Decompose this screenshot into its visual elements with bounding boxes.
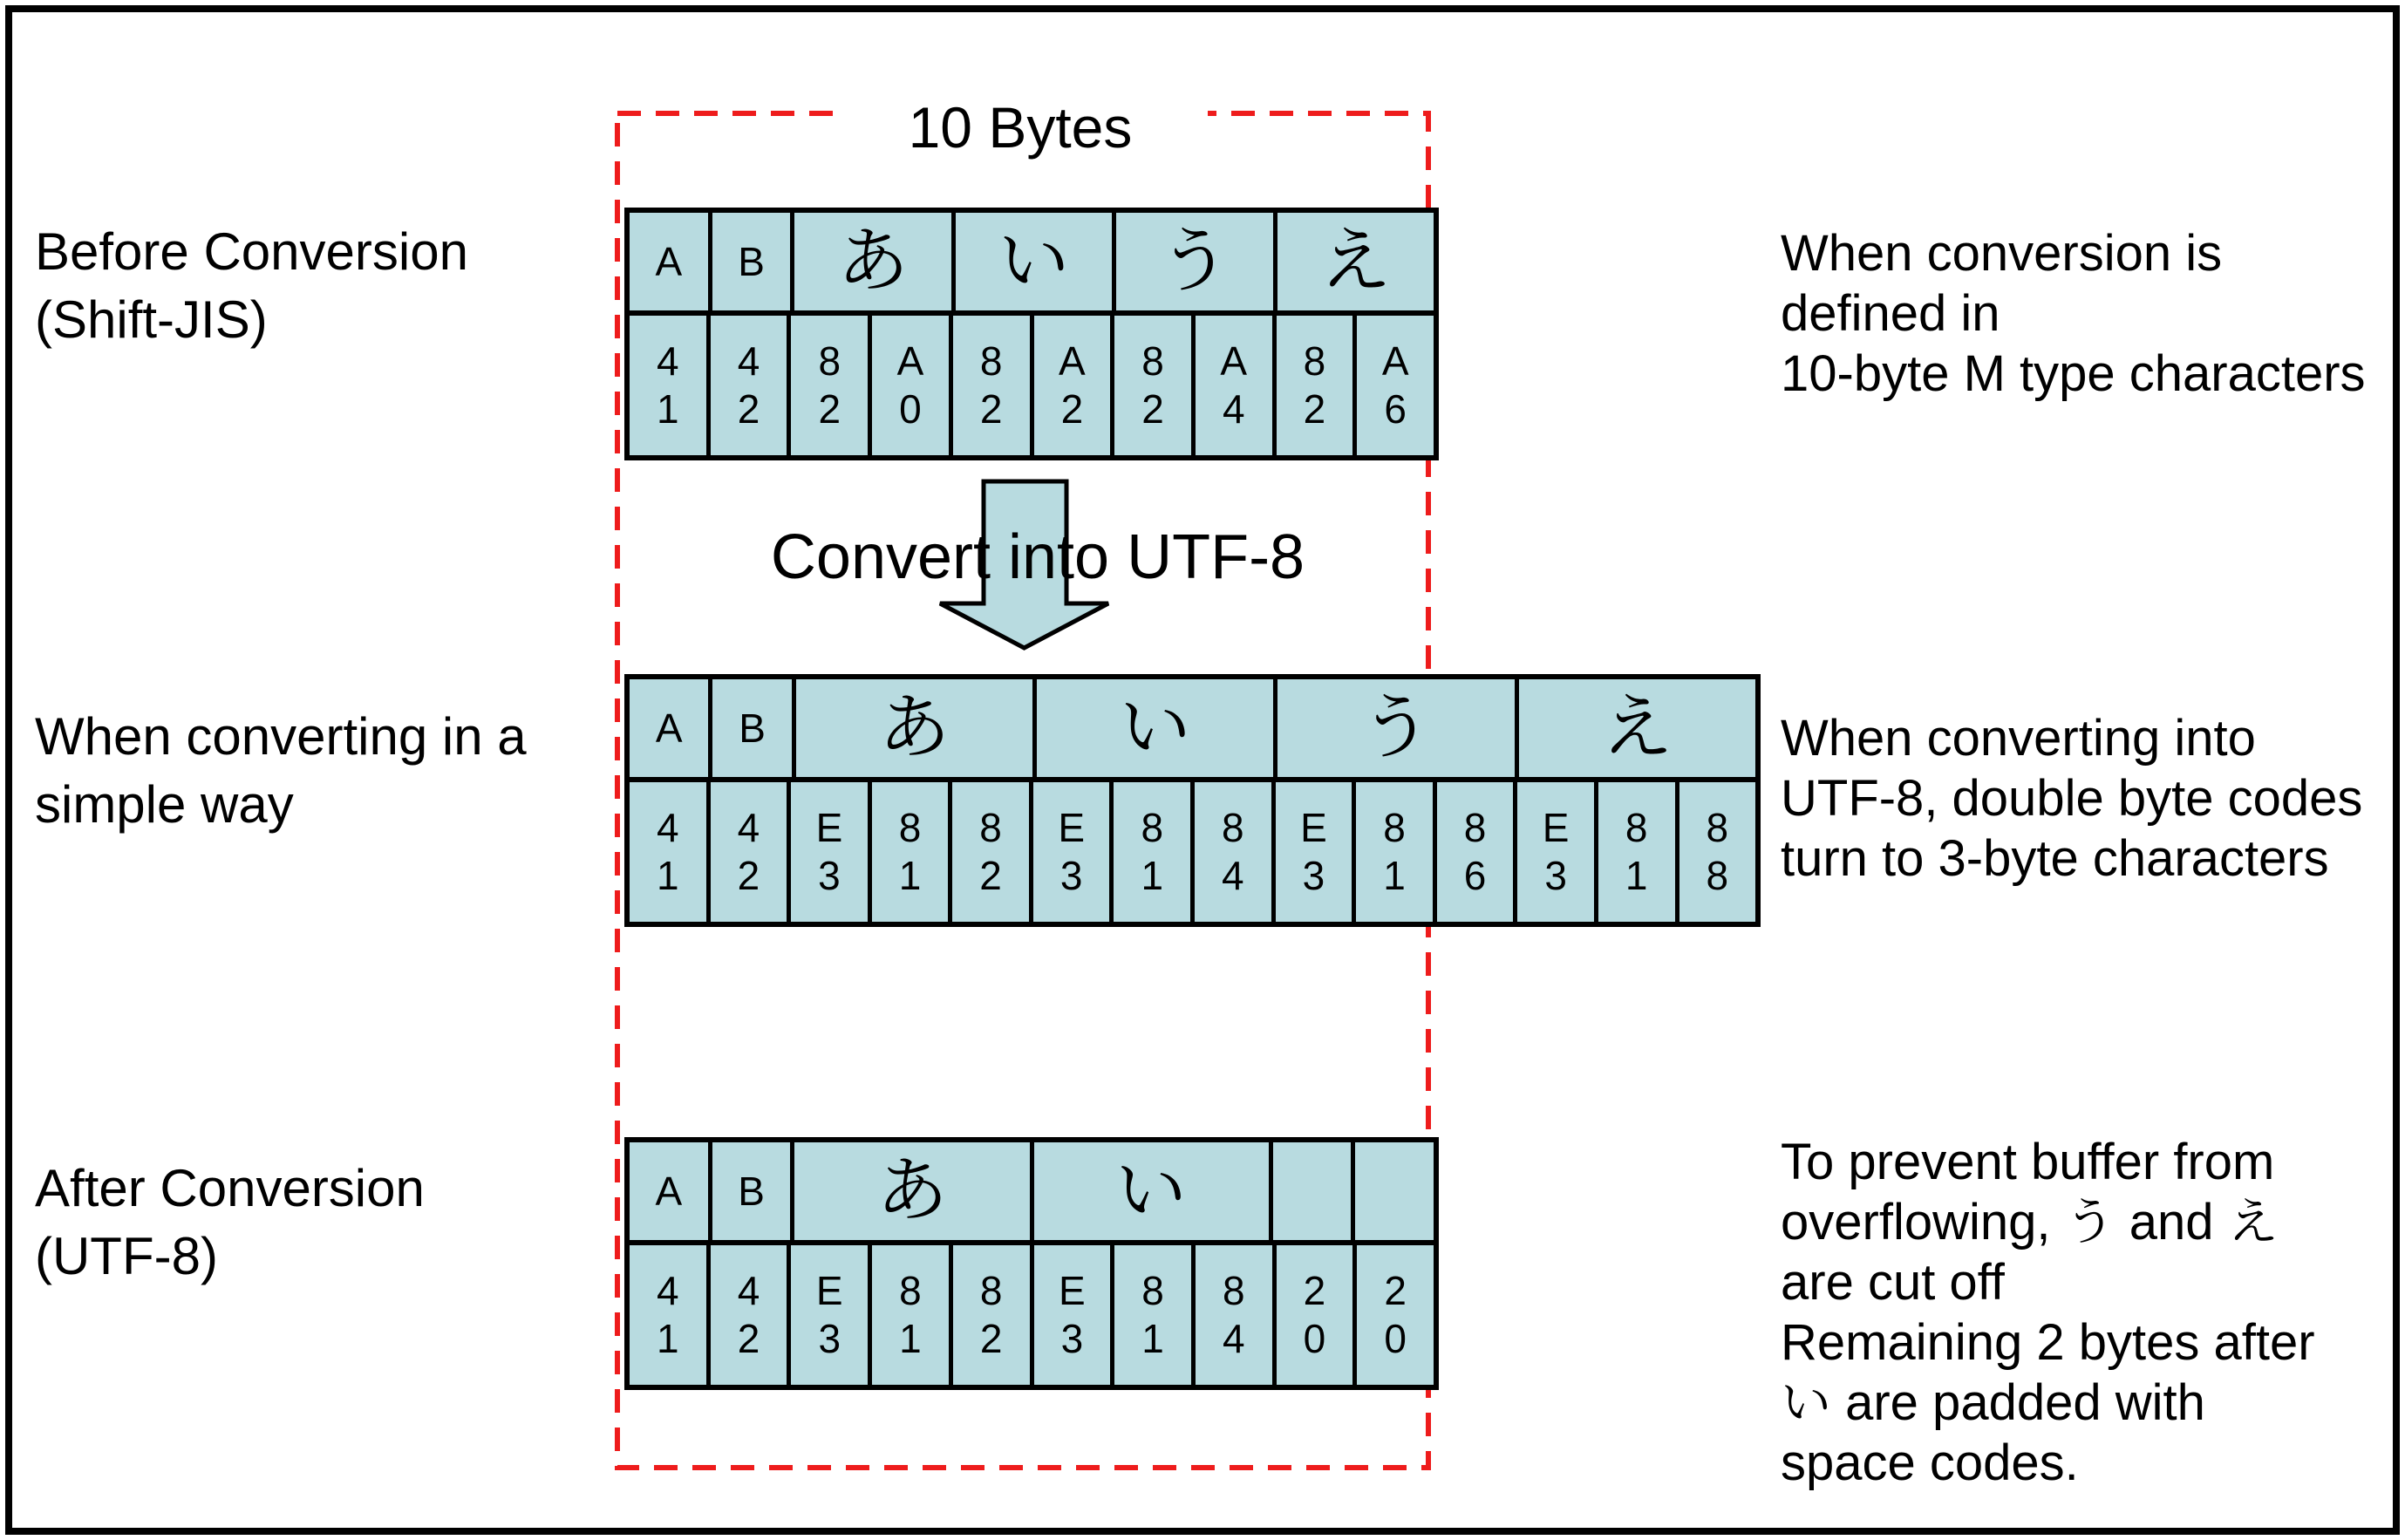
hex-digit: 2 xyxy=(979,386,1003,432)
hex-digit: 4 xyxy=(657,1268,679,1313)
byte-cell xyxy=(872,782,953,922)
byte-cell xyxy=(791,1245,872,1385)
char-label: B xyxy=(738,1169,765,1214)
byte-cell xyxy=(1356,782,1437,922)
char-label: い xyxy=(998,221,1070,301)
char-label: い xyxy=(1115,1151,1188,1230)
annotation-note xyxy=(1781,708,2362,889)
byte-cell xyxy=(1196,316,1277,455)
annotation-note xyxy=(1781,223,2366,404)
annotation-note-line: are cut off xyxy=(1781,1254,2005,1311)
character-row xyxy=(630,213,1434,316)
section-label-line: (UTF-8) xyxy=(35,1227,218,1285)
char-label: あ xyxy=(875,1151,948,1230)
hex-digit: 8 xyxy=(1625,805,1648,850)
hex-digit: A xyxy=(1381,338,1409,384)
hex-digit: 3 xyxy=(1544,853,1567,898)
hex-digit: 1 xyxy=(1625,853,1648,898)
byte-row xyxy=(630,316,1434,455)
byte-cell xyxy=(1276,782,1357,922)
hex-digit: 2 xyxy=(1060,386,1084,432)
character-row xyxy=(630,679,1755,782)
char-cell xyxy=(1277,679,1518,777)
section-label-line: simple way xyxy=(35,775,294,834)
hex-digit: 2 xyxy=(1141,386,1164,432)
char-cell xyxy=(712,1142,795,1240)
hex-digit: 8 xyxy=(979,1268,1003,1313)
byte-cell xyxy=(1114,782,1195,922)
hex-digit: 8 xyxy=(1222,805,1244,850)
char-cell xyxy=(794,1142,1033,1240)
hex-digit: 2 xyxy=(737,386,760,432)
hex-digit: 1 xyxy=(657,386,679,432)
annotation-note-line: To prevent buffer from xyxy=(1781,1134,2275,1190)
hex-digit: 4 xyxy=(1222,386,1245,432)
hex-digit: 3 xyxy=(1059,853,1083,898)
char-cell xyxy=(796,679,1037,777)
byte-cell xyxy=(872,316,953,455)
hex-digit: 8 xyxy=(1141,1268,1164,1313)
hex-digit: 8 xyxy=(979,805,1002,850)
section-label-line: After Conversion xyxy=(35,1159,425,1217)
hex-digit: 8 xyxy=(1141,338,1164,384)
char-cell xyxy=(1034,1142,1273,1240)
hex-digit: 4 xyxy=(1222,853,1244,898)
hex-digit: 0 xyxy=(899,386,922,432)
hex-digit: 8 xyxy=(1303,338,1326,384)
char-label: B xyxy=(738,239,765,284)
annotation-note-line: 10-byte M type characters xyxy=(1781,345,2366,402)
byte-table-after-conversion-utf8 xyxy=(624,1137,1439,1390)
byte-cell xyxy=(1277,1245,1358,1385)
char-cell xyxy=(1277,213,1434,310)
annotation-note-line: space codes. xyxy=(1781,1434,2079,1491)
hex-digit: 8 xyxy=(1222,1268,1245,1313)
char-label: え xyxy=(1601,688,1673,767)
char-label: う xyxy=(1360,688,1433,767)
byte-row xyxy=(630,782,1755,922)
hex-digit: 1 xyxy=(899,1316,922,1361)
byte-cell xyxy=(630,316,711,455)
char-label: う xyxy=(1158,221,1230,301)
hex-digit: 8 xyxy=(1463,805,1487,850)
byte-table-before-conversion-shift-jis xyxy=(624,208,1439,460)
char-cell xyxy=(1519,679,1755,777)
annotation-note-line: defined in xyxy=(1781,285,2000,342)
hex-digit: 1 xyxy=(1141,853,1164,898)
byte-cell xyxy=(872,1245,953,1385)
section-label-line: Before Conversion xyxy=(35,222,468,281)
annotation-note-line: overflowing, う and え xyxy=(1781,1194,2279,1250)
byte-cell xyxy=(1357,1245,1434,1385)
hex-digit: 1 xyxy=(656,853,679,898)
hex-digit: 8 xyxy=(898,805,922,850)
char-cell xyxy=(712,213,795,310)
hex-digit: A xyxy=(896,338,924,384)
char-label: A xyxy=(655,705,683,751)
char-cell xyxy=(712,679,795,777)
hex-digit: 2 xyxy=(1384,1268,1407,1313)
hex-digit: 2 xyxy=(818,386,841,432)
byte-cell xyxy=(1114,316,1196,455)
hex-digit: E xyxy=(815,805,843,850)
byte-cell xyxy=(630,1245,711,1385)
hex-digit: 8 xyxy=(1706,853,1729,898)
hex-digit: 0 xyxy=(1303,1316,1326,1361)
annotation-note xyxy=(1781,1132,2315,1493)
byte-table-simple-conversion-utf8 xyxy=(624,674,1761,927)
section-label-line: When converting in a xyxy=(35,707,527,766)
byte-row xyxy=(630,1245,1434,1385)
hex-digit: 3 xyxy=(1060,1316,1084,1361)
annotation-note-line: い are padded with xyxy=(1781,1374,2205,1431)
byte-cell xyxy=(1517,782,1598,922)
byte-cell xyxy=(1598,782,1679,922)
char-cell xyxy=(1116,213,1277,310)
byte-cell xyxy=(1679,782,1756,922)
hex-digit: 2 xyxy=(737,1316,760,1361)
hex-digit: 4 xyxy=(737,338,760,384)
hex-digit: 4 xyxy=(737,805,760,850)
byte-cell xyxy=(952,782,1033,922)
hex-digit: 4 xyxy=(1222,1316,1245,1361)
byte-cell xyxy=(791,782,872,922)
hex-digit: 4 xyxy=(656,805,679,850)
hex-digit: A xyxy=(1059,338,1086,384)
hex-digit: 6 xyxy=(1384,386,1407,432)
char-label: A xyxy=(655,1169,683,1214)
byte-cell xyxy=(1277,316,1358,455)
hex-digit: 1 xyxy=(1383,853,1406,898)
annotation-note-line: When converting into xyxy=(1781,710,2256,767)
char-label: い xyxy=(1119,688,1191,767)
byte-cell xyxy=(1437,782,1518,922)
char-cell xyxy=(630,213,712,310)
hex-digit: E xyxy=(1300,805,1327,850)
hex-digit: 8 xyxy=(1383,805,1406,850)
byte-cell xyxy=(711,782,792,922)
byte-cell xyxy=(1114,1245,1196,1385)
hex-digit: 1 xyxy=(898,853,922,898)
hex-digit: 6 xyxy=(1463,853,1487,898)
char-label: え xyxy=(1319,221,1392,301)
char-cell xyxy=(956,213,1116,310)
byte-cell xyxy=(1196,1245,1277,1385)
hex-digit: 3 xyxy=(818,853,841,898)
annotation-note-line: Remaining 2 bytes after xyxy=(1781,1314,2315,1371)
section-label xyxy=(35,703,527,839)
char-cell xyxy=(630,679,712,777)
annotation-note-line: UTF-8, double byte codes xyxy=(1781,770,2363,827)
char-label: B xyxy=(739,705,766,751)
byte-cell xyxy=(791,316,872,455)
byte-cell xyxy=(711,1245,792,1385)
byte-cell xyxy=(953,1245,1034,1385)
hex-digit: 1 xyxy=(1141,1316,1164,1361)
byte-cell xyxy=(1195,782,1276,922)
hex-digit: 2 xyxy=(979,853,1002,898)
annotation-note-line: turn to 3-byte characters xyxy=(1781,830,2329,887)
section-label-line: (Shift-JIS) xyxy=(35,290,268,349)
hex-digit: 3 xyxy=(818,1316,841,1361)
convert-arrow-label: Convert into UTF-8 xyxy=(770,522,1305,592)
ten-bytes-label-box xyxy=(833,84,1208,171)
char-cell-empty xyxy=(1273,1142,1356,1240)
hex-digit: 2 xyxy=(1303,1268,1326,1313)
hex-digit: E xyxy=(1542,805,1570,850)
hex-digit: 8 xyxy=(899,1268,922,1313)
hex-digit: E xyxy=(1058,805,1086,850)
hex-digit: 1 xyxy=(657,1316,679,1361)
hex-digit: 8 xyxy=(1141,805,1164,850)
section-label xyxy=(35,218,468,354)
byte-cell xyxy=(711,316,792,455)
hex-digit: 3 xyxy=(1302,853,1325,898)
character-row xyxy=(630,1142,1434,1245)
ten-bytes-label: 10 Bytes xyxy=(908,95,1133,160)
char-cell-empty xyxy=(1355,1142,1434,1240)
byte-cell xyxy=(1033,782,1114,922)
hex-digit: 8 xyxy=(818,338,841,384)
char-cell xyxy=(630,1142,712,1240)
hex-digit: 2 xyxy=(737,853,760,898)
byte-cell xyxy=(1357,316,1434,455)
hex-digit: E xyxy=(815,1268,843,1313)
hex-digit: E xyxy=(1059,1268,1086,1313)
byte-cell xyxy=(1034,316,1115,455)
char-label: あ xyxy=(837,221,910,301)
section-label xyxy=(35,1155,425,1291)
byte-cell xyxy=(630,782,711,922)
hex-digit: A xyxy=(1220,338,1248,384)
hex-digit: 8 xyxy=(1706,805,1729,850)
hex-digit: 2 xyxy=(979,1316,1003,1361)
char-label: A xyxy=(655,239,683,284)
char-cell xyxy=(1037,679,1277,777)
hex-digit: 8 xyxy=(979,338,1003,384)
hex-digit: 4 xyxy=(657,338,679,384)
hex-digit: 0 xyxy=(1384,1316,1407,1361)
char-cell xyxy=(794,213,955,310)
annotation-note-line: When conversion is xyxy=(1781,225,2223,282)
char-label: あ xyxy=(878,688,950,767)
hex-digit: 2 xyxy=(1303,386,1326,432)
byte-cell xyxy=(1034,1245,1115,1385)
byte-cell xyxy=(953,316,1034,455)
hex-digit: 4 xyxy=(737,1268,760,1313)
